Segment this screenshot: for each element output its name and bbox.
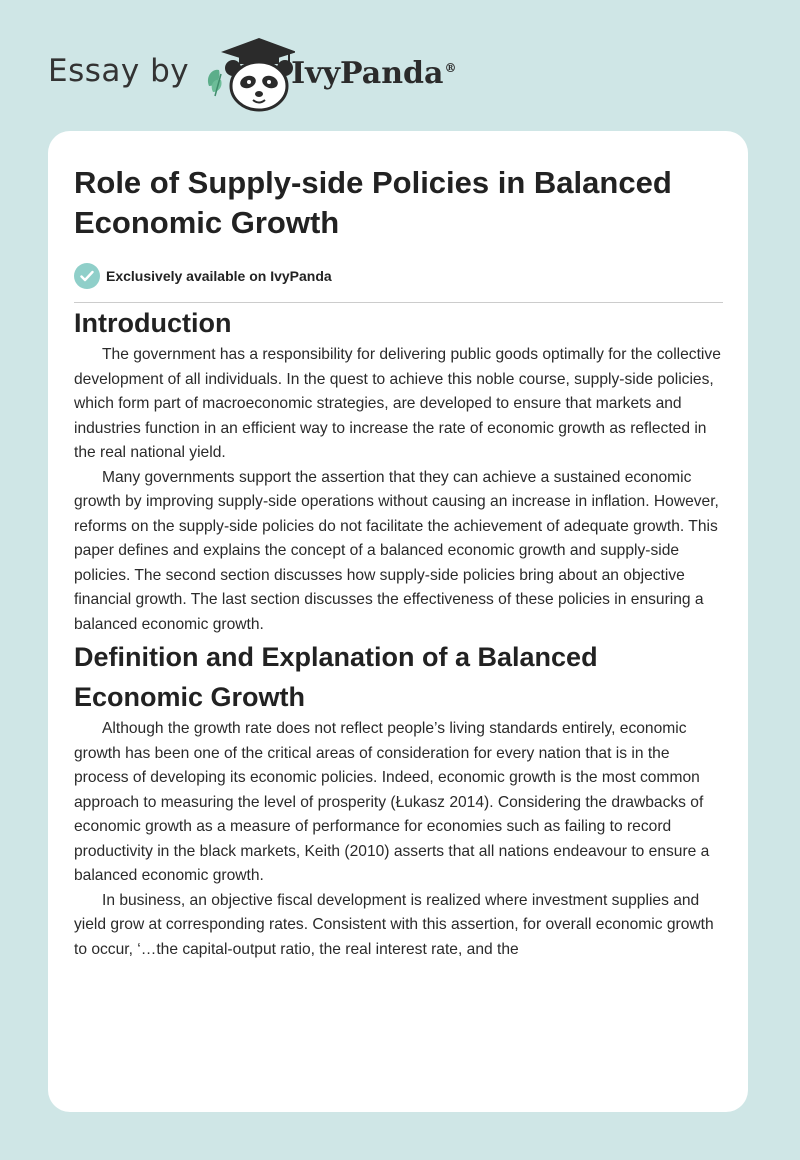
- paragraph: The government has a responsibility for delivering public goods optimally for the collective development of all individuals. In the quest to achieve this noble course, supply-side policies, which form part of macroeconomic strategies, are developed to ensure that markets and industries function in an efficient way to increase the rate of economic growth as reflected in the real national yield.: [74, 346, 721, 461]
- article-content: [74, 163, 724, 962]
- paragraph: In business, an objective fiscal development is realized where investment supplies and yield grow at corresponding rates. Consistent with this assertion, for overall economic growth to occur, ‘…the capital-output ratio, the real interest rate, and the: [74, 891, 714, 958]
- check-circle-icon: [74, 263, 100, 289]
- brand-prefix: Essay by: [48, 53, 190, 89]
- panda-graduate-logo-icon[interactable]: [203, 34, 295, 114]
- section-heading-definition: Definition and Explanation of a Balanced Economic Growth: [74, 642, 598, 712]
- badge-text: Exclusively available on IvyPanda: [106, 268, 332, 284]
- site-header: [48, 34, 456, 114]
- paragraph: Many governments support the assertion that they can achieve a sustained economic growth by improving supply-side operations without causing an increase in inflation. However, reforms on the supply-side policies do not facilitate the achievement of adequate growth. This paper defines and explains the concept of a balanced economic growth and supply-side policies. The second section discusses how supply-side policies bring about an objective financial growth. The last section discusses the effectiveness of these policies in ensuring a balanced economic growth.: [74, 468, 719, 633]
- registered-mark: ®: [444, 60, 457, 75]
- exclusive-badge: [74, 262, 724, 290]
- article-card: [48, 131, 748, 1112]
- section-heading-introduction: Introduction: [74, 308, 232, 338]
- brand-name-text: IvyPanda: [291, 55, 444, 91]
- article-title: Role of Supply-side Policies in Balanced Economic Growth: [74, 165, 672, 240]
- brand-name[interactable]: [291, 56, 456, 91]
- paragraph: Although the growth rate does not reflect people’s living standards entirely, economic growth has been one of the critical areas of consideration for every nation that is in the process of developing its economic policies. Indeed, economic growth is the most common approach to measuring the level of prosperity (Łukasz 2014). Considering the drawbacks of economic growth as a measure of performance for economies such as failing to record productivity in the black markets, Keith (2010) asserts that all nations endeavour to ensure a balanced economic growth.: [74, 720, 710, 884]
